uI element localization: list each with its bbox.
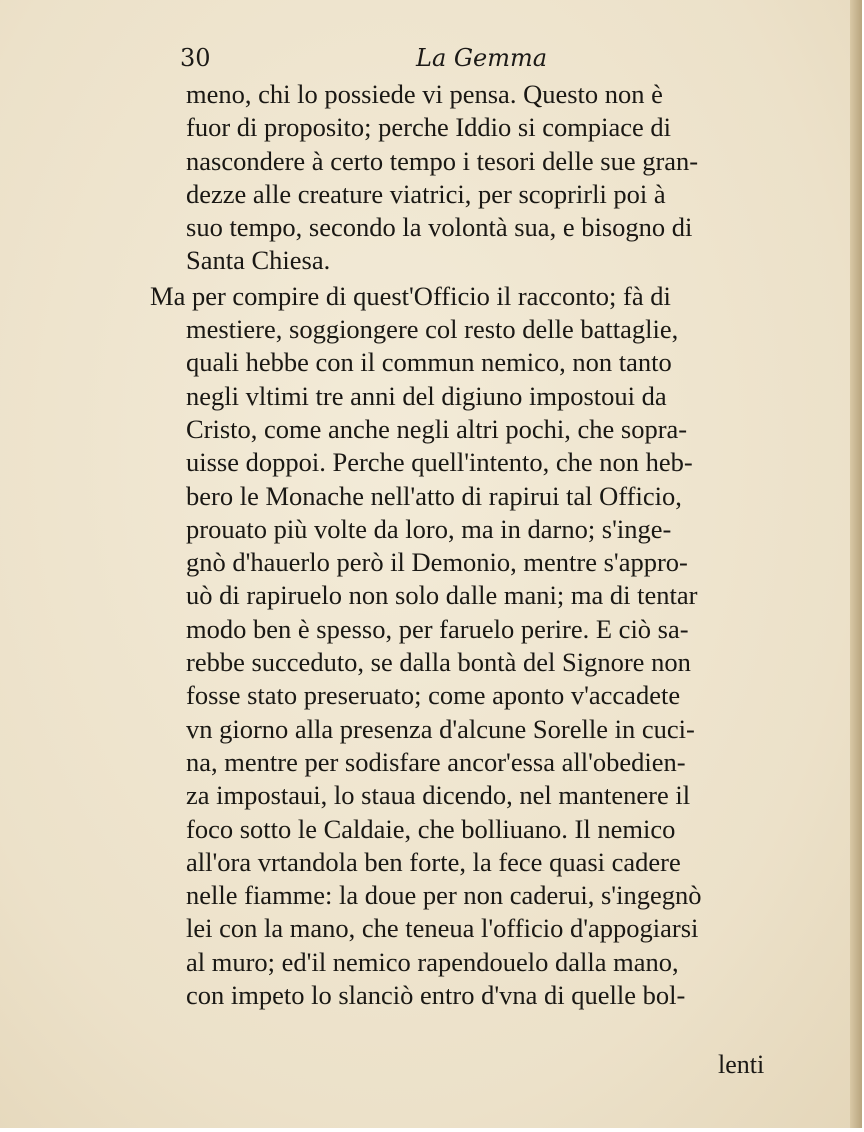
- text-line: mestiere, soggiongere col resto delle battaglie,: [186, 314, 679, 345]
- page-header: [180, 44, 600, 78]
- text-line: za impostaui, lo staua dicendo, nel mantenere il: [186, 780, 691, 811]
- text-line: prouato più volte da loro, ma in darno; s'inge-: [186, 513, 672, 544]
- paragraph-1: [150, 78, 830, 278]
- text-line: fuor di proposito; perche Iddio si compiace di: [186, 112, 671, 143]
- text-line: modo ben è spesso, per faruelo perire. E ciò sa-: [186, 613, 689, 644]
- text-line: lei con la mano, che teneua l'officio d'appogiarsi: [186, 913, 699, 944]
- text-line: Ma per compire di quest'Officio il racconto; fà di: [150, 280, 671, 311]
- text-line: negli vltimi tre anni del digiuno impostoui da: [186, 380, 667, 411]
- text-line: nascondere à certo tempo i tesori delle sue gran-: [186, 145, 699, 176]
- text-line: vn giorno alla presenza d'alcune Sorelle in cuci-: [186, 713, 695, 744]
- text-line: quali hebbe con il commun nemico, non tanto: [186, 347, 672, 378]
- page-spine-edge: [850, 0, 862, 1128]
- text-line: al muro; ed'il nemico rapendouelo dalla mano,: [186, 946, 679, 977]
- page-number: 30: [180, 44, 211, 72]
- text-line: con impeto lo slanciò entro d'vna di quelle bol-: [186, 980, 686, 1011]
- text-line: fosse stato preseruato; come aponto v'accadete: [186, 680, 681, 711]
- text-line: na, mentre per sodisfare ancor'essa all'obedien-: [186, 746, 686, 777]
- text-line: suo tempo, secondo la volontà sua, e bisogno di: [186, 212, 693, 243]
- text-line: uisse doppoi. Perche quell'intento, che non heb-: [186, 447, 693, 478]
- text-line: all'ora vrtandola ben forte, la fece quasi cadere: [186, 846, 681, 877]
- text-line: bero le Monache nell'atto di rapirui tal Officio,: [186, 480, 682, 511]
- text-line: nelle fiamme: la doue per non caderui, s'ingegnò: [186, 880, 702, 911]
- text-line: meno, chi lo possiede vi pensa. Questo non è: [186, 79, 663, 109]
- text-line: Santa Chiesa.: [186, 245, 331, 276]
- text-line: foco sotto le Caldaie, che bolliuano. Il nemico: [186, 813, 676, 844]
- text-line: dezze alle creature viatrici, per scoprirli poi à: [186, 178, 666, 209]
- body-text: [150, 78, 830, 1012]
- running-title: La Gemma: [416, 44, 548, 72]
- text-line: Cristo, come anche negli altri pochi, che sopra-: [186, 413, 688, 444]
- text-line: uò di rapiruelo non solo dalle mani; ma di tentar: [186, 580, 698, 611]
- catchword: lenti: [718, 1050, 765, 1079]
- text-line: rebbe succeduto, se dalla bontà del Signore non: [186, 647, 691, 678]
- paragraph-2: [150, 280, 830, 1013]
- text-line: gnò d'hauerlo però il Demonio, mentre s'appro-: [186, 547, 688, 578]
